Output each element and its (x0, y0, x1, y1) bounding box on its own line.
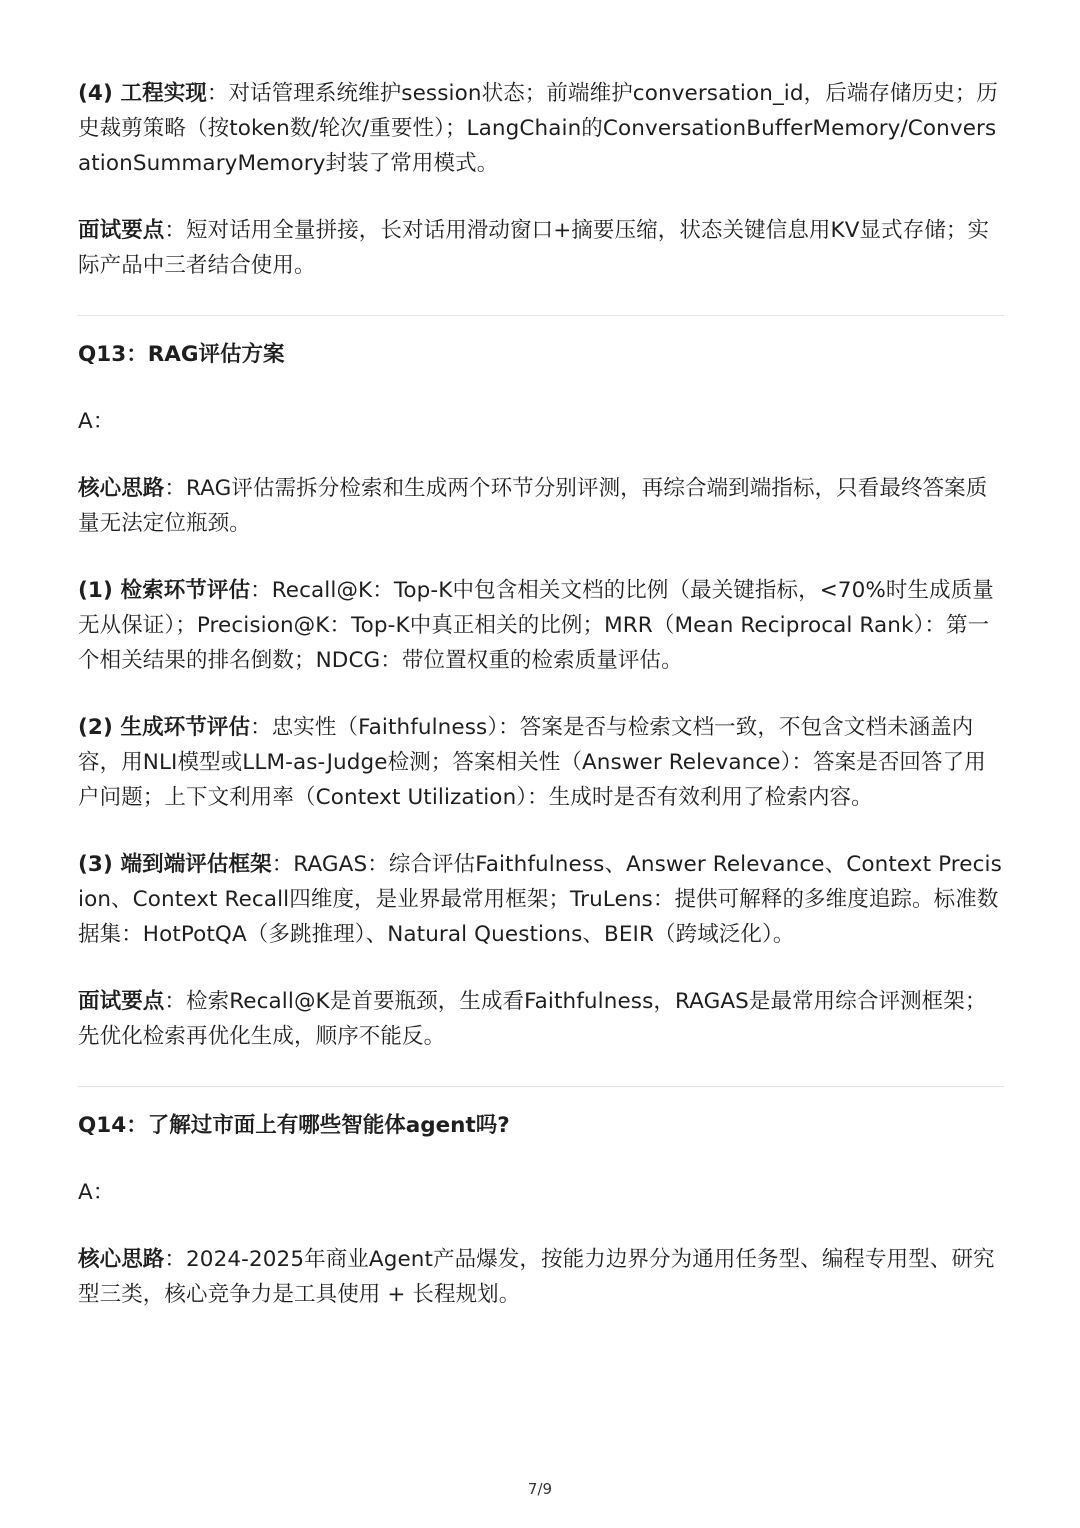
answer-label: A： (78, 409, 115, 434)
engineering-implementation-paragraph (78, 76, 1004, 181)
paragraph-label: 面试要点 (78, 989, 165, 1014)
paragraph-label: 核心思路 (78, 1247, 165, 1272)
paragraph-label: (2) 生成环节评估 (78, 715, 251, 740)
paragraph-label: 核心思路 (78, 476, 165, 501)
retrieval-evaluation-paragraph (78, 573, 1004, 678)
generation-evaluation-paragraph (78, 710, 1004, 815)
page-number: 7/9 (527, 1480, 553, 1498)
core-idea-paragraph (78, 471, 1004, 541)
end-to-end-evaluation-paragraph (78, 847, 1004, 952)
paragraph-text: ：对话管理系统维护session状态；前端维护conversation_id，后端存储历史；历史裁剪策略（按token数/轮次/重要性）；LangChain的ConversationBufferMemory/ConversationSummaryMemory封装了常用模式。 (78, 81, 999, 176)
interview-key-points-paragraph (78, 984, 1004, 1054)
paragraph-text: ：2024-2025年商业Agent产品爆发，按能力边界分为通用任务型、编程专用型、研究型三类，核心竞争力是工具使用 + 长程规划。 (78, 1247, 995, 1307)
question-title-q13: Q13：RAG评估方案 (78, 342, 285, 367)
paragraph-label: (4) 工程实现 (78, 81, 207, 106)
document-body (78, 76, 1004, 1344)
section-divider (78, 315, 1004, 316)
paragraph-text: ：忠实性（Faithfulness）：答案是否与检索文档一致，不包含文档未涵盖内容，用NLI模型或LLM-as-Judge检测；答案相关性（Answer Relevance）：答案是否回答了用户问题；上下文利用率（Context Utilization）：生成时是否有效利用了检索内容。 (78, 715, 986, 810)
paragraph-text: ：短对话用全量拼接，长对话用滑动窗口+摘要压缩，状态关键信息用KV显式存储；实际产品中三者结合使用。 (78, 218, 990, 278)
question-title-q14: Q14：了解过市面上有哪些智能体agent吗? (78, 1113, 510, 1138)
paragraph-label: (3) 端到端评估框架 (78, 852, 272, 877)
paragraph-label: 面试要点 (78, 218, 165, 243)
paragraph-text: ：检索Recall@K是首要瓶颈，生成看Faithfulness，RAGAS是最常用综合评测框架；先优化检索再优化生成，顺序不能反。 (78, 989, 987, 1049)
answer-label: A： (78, 1180, 115, 1205)
paragraph-text: ：Recall@K：Top-K中包含相关文档的比例（最关键指标，<70%时生成质量无从保证）；Precision@K：Top-K中真正相关的比例；MRR（Mean Reciprocal Rank）：第一个相关结果的排名倒数；NDCG：带位置权重的检索质量评估。 (78, 578, 994, 673)
paragraph-text: ：RAGAS：综合评估Faithfulness、Answer Relevance、Context Precision、Context Recall四维度，是业界最常用框架；TruLens：提供可解释的多维度追踪。标准数据集：HotPotQA（多跳推理）、Natural Questions、BEIR（跨域泛化）。 (78, 852, 1002, 947)
core-idea-paragraph (78, 1242, 1004, 1312)
paragraph-text: ：RAG评估需拆分检索和生成两个环节分别评测，再综合端到端指标，只看最终答案质量无法定位瓶颈。 (78, 476, 988, 536)
interview-key-points-paragraph (78, 213, 1004, 283)
paragraph-label: (1) 检索环节评估 (78, 578, 251, 603)
section-divider (78, 1086, 1004, 1087)
